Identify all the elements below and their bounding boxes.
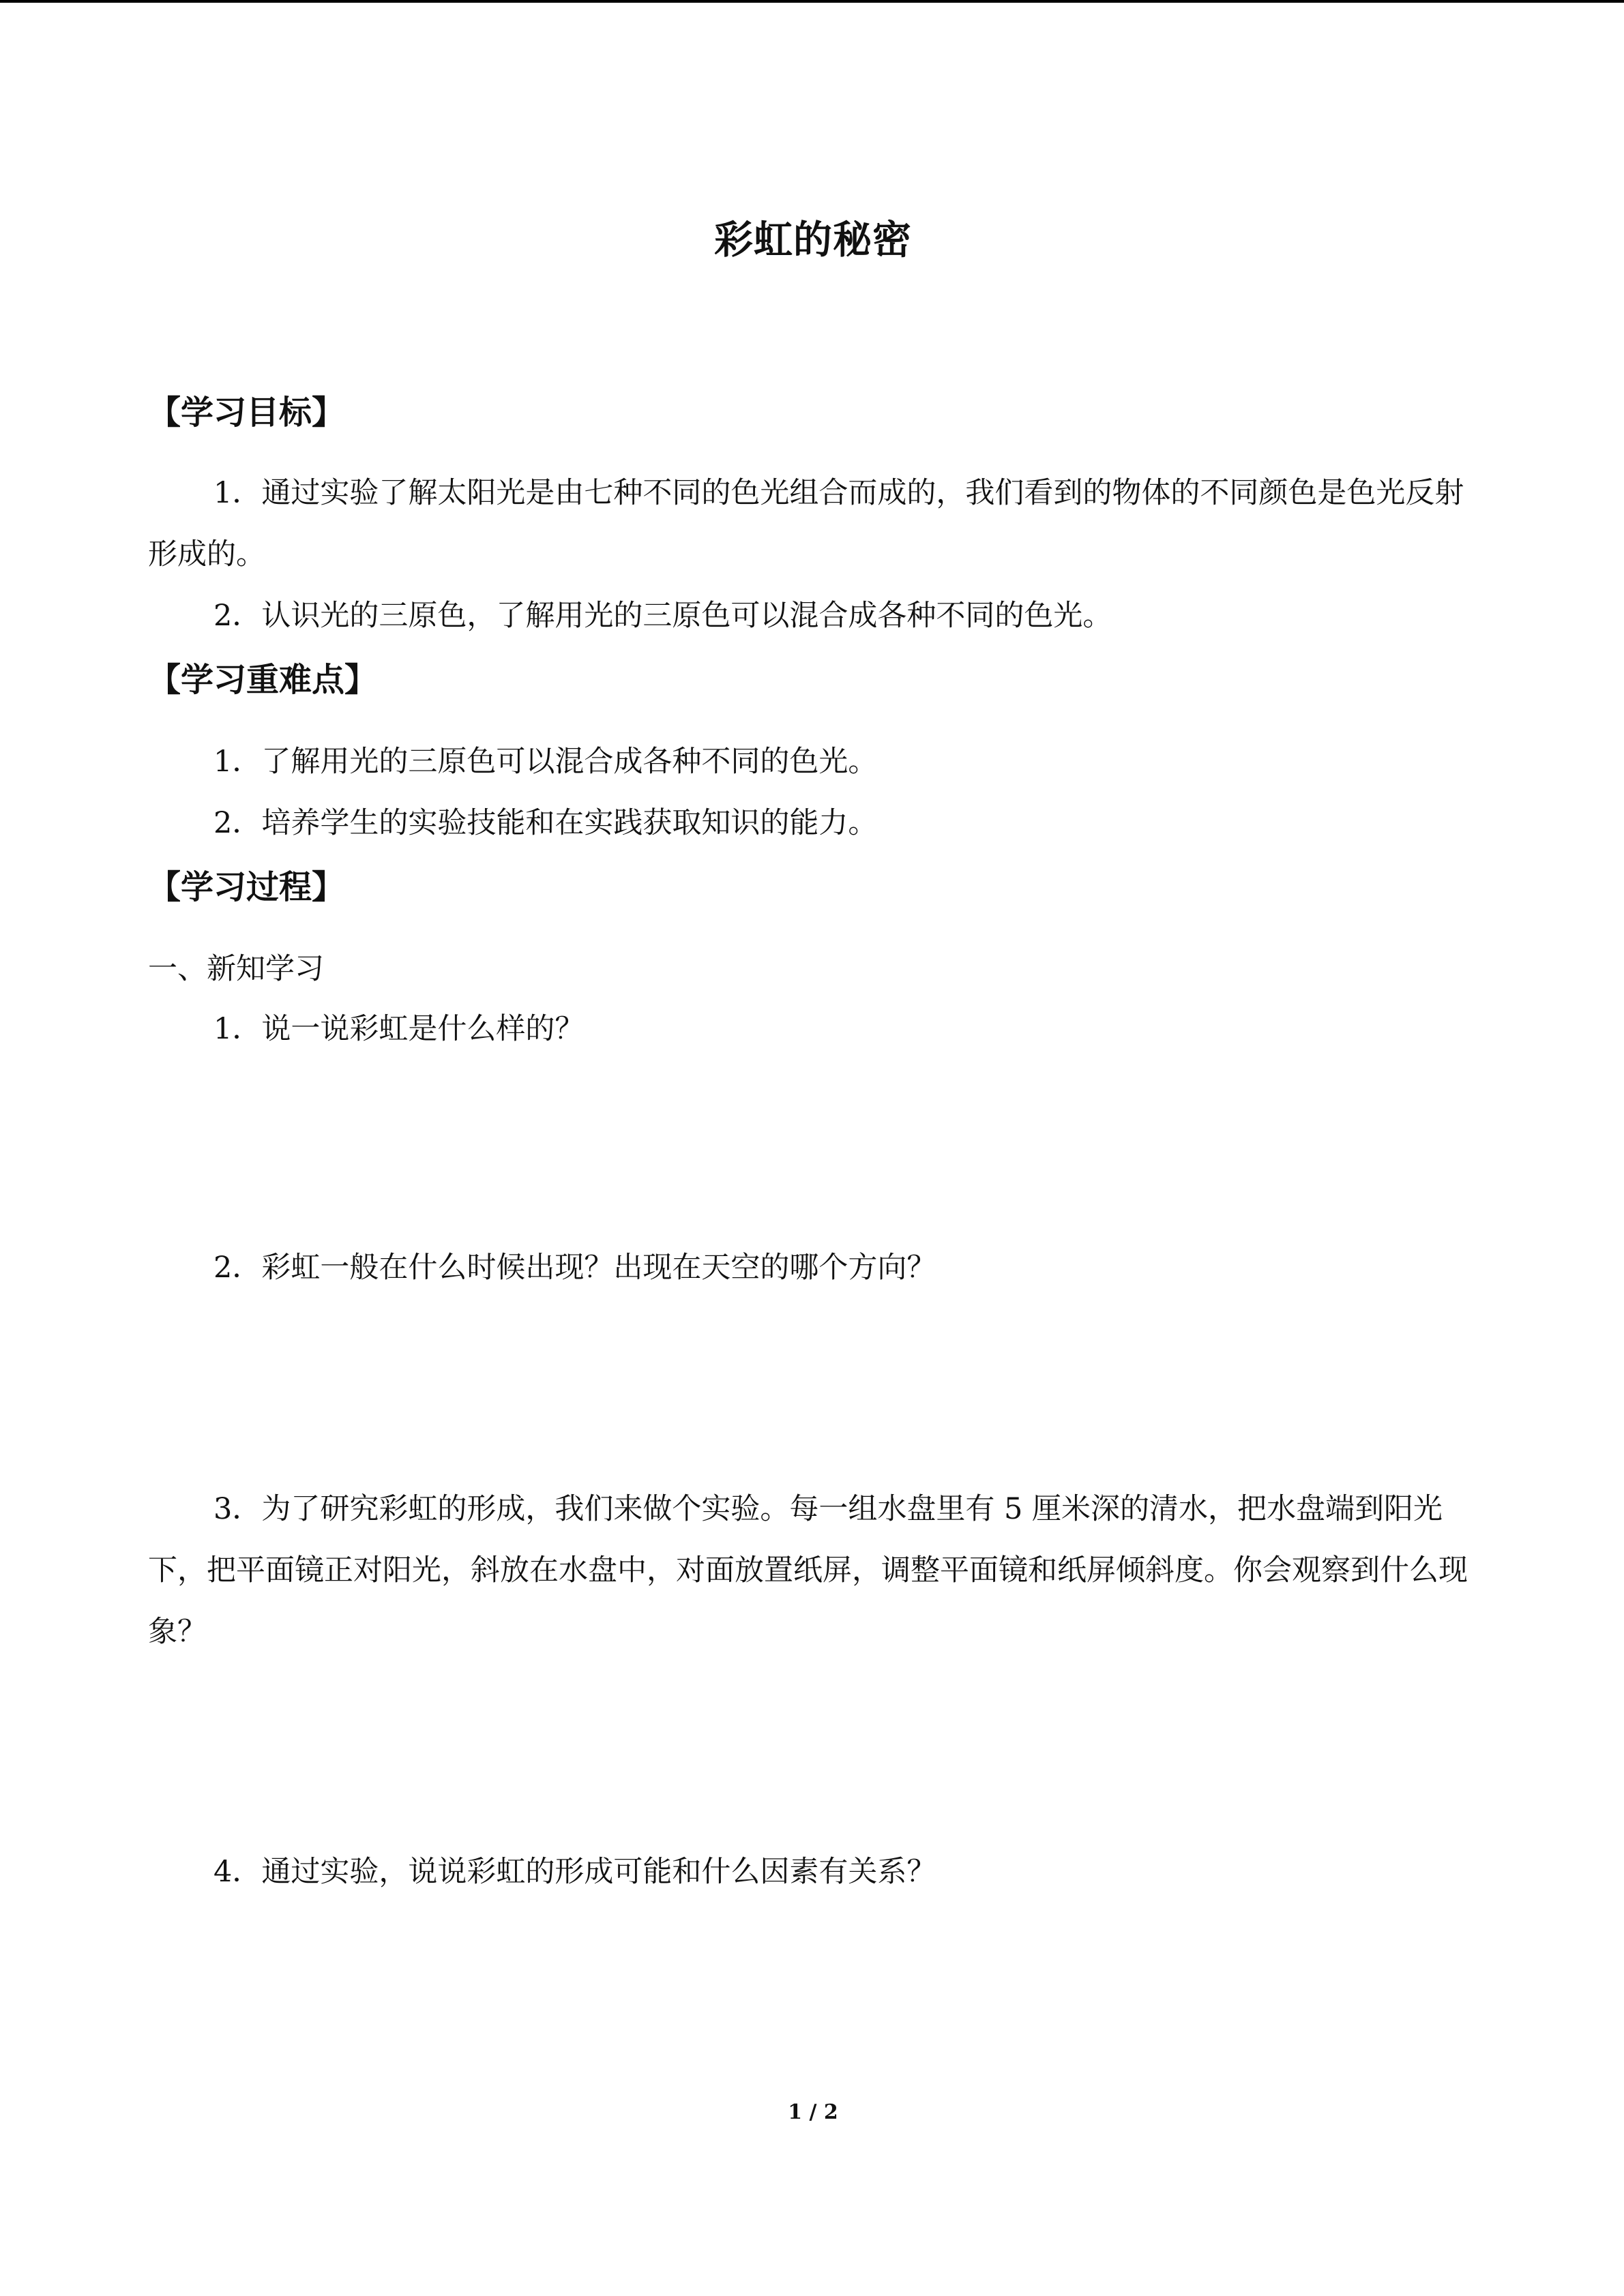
document-title: 彩虹的秘密	[714, 218, 912, 263]
key-point-item-2: 2．培养学生的实验技能和在实践获取知识的能力。	[213, 806, 878, 840]
process-subheading: 一、新知学习	[148, 952, 324, 986]
question-4: 4．通过实验，说说彩虹的形成可能和什么因素有关系？	[213, 1855, 936, 1889]
section-heading-process: 【学习过程】	[148, 868, 345, 906]
section-heading-key-points: 【学习重难点】	[148, 661, 378, 699]
page-number: 1 / 2	[788, 2100, 838, 2124]
question-2: 2．彩虹一般在什么时候出现？出现在天空的哪个方向？	[213, 1251, 936, 1285]
key-point-item-1: 1．了解用光的三原色可以混合成各种不同的色光。	[213, 745, 878, 779]
question-3: 3．为了研究彩虹的形成，我们来做个实验。每一组水盘里有 5 厘米深的清水，把水盘端到阳光下，把平面镜正对阳光，斜放在水盘中，对面放置纸屏，调整平面镜和纸屏倾斜度。你会观察到什么现象？	[148, 1492, 1468, 1649]
goal-item-2: 2．认识光的三原色，了解用光的三原色可以混合成各种不同的色光。	[213, 599, 1112, 633]
document-page	[148, 0, 1478, 2296]
question-1: 1．说一说彩虹是什么样的？	[213, 1012, 585, 1046]
goal-item-1: 1．通过实验了解太阳光是由七种不同的色光组合而成的，我们看到的物体的不同颜色是色光反射形成的。	[148, 476, 1464, 571]
section-heading-goals: 【学习目标】	[148, 393, 345, 432]
